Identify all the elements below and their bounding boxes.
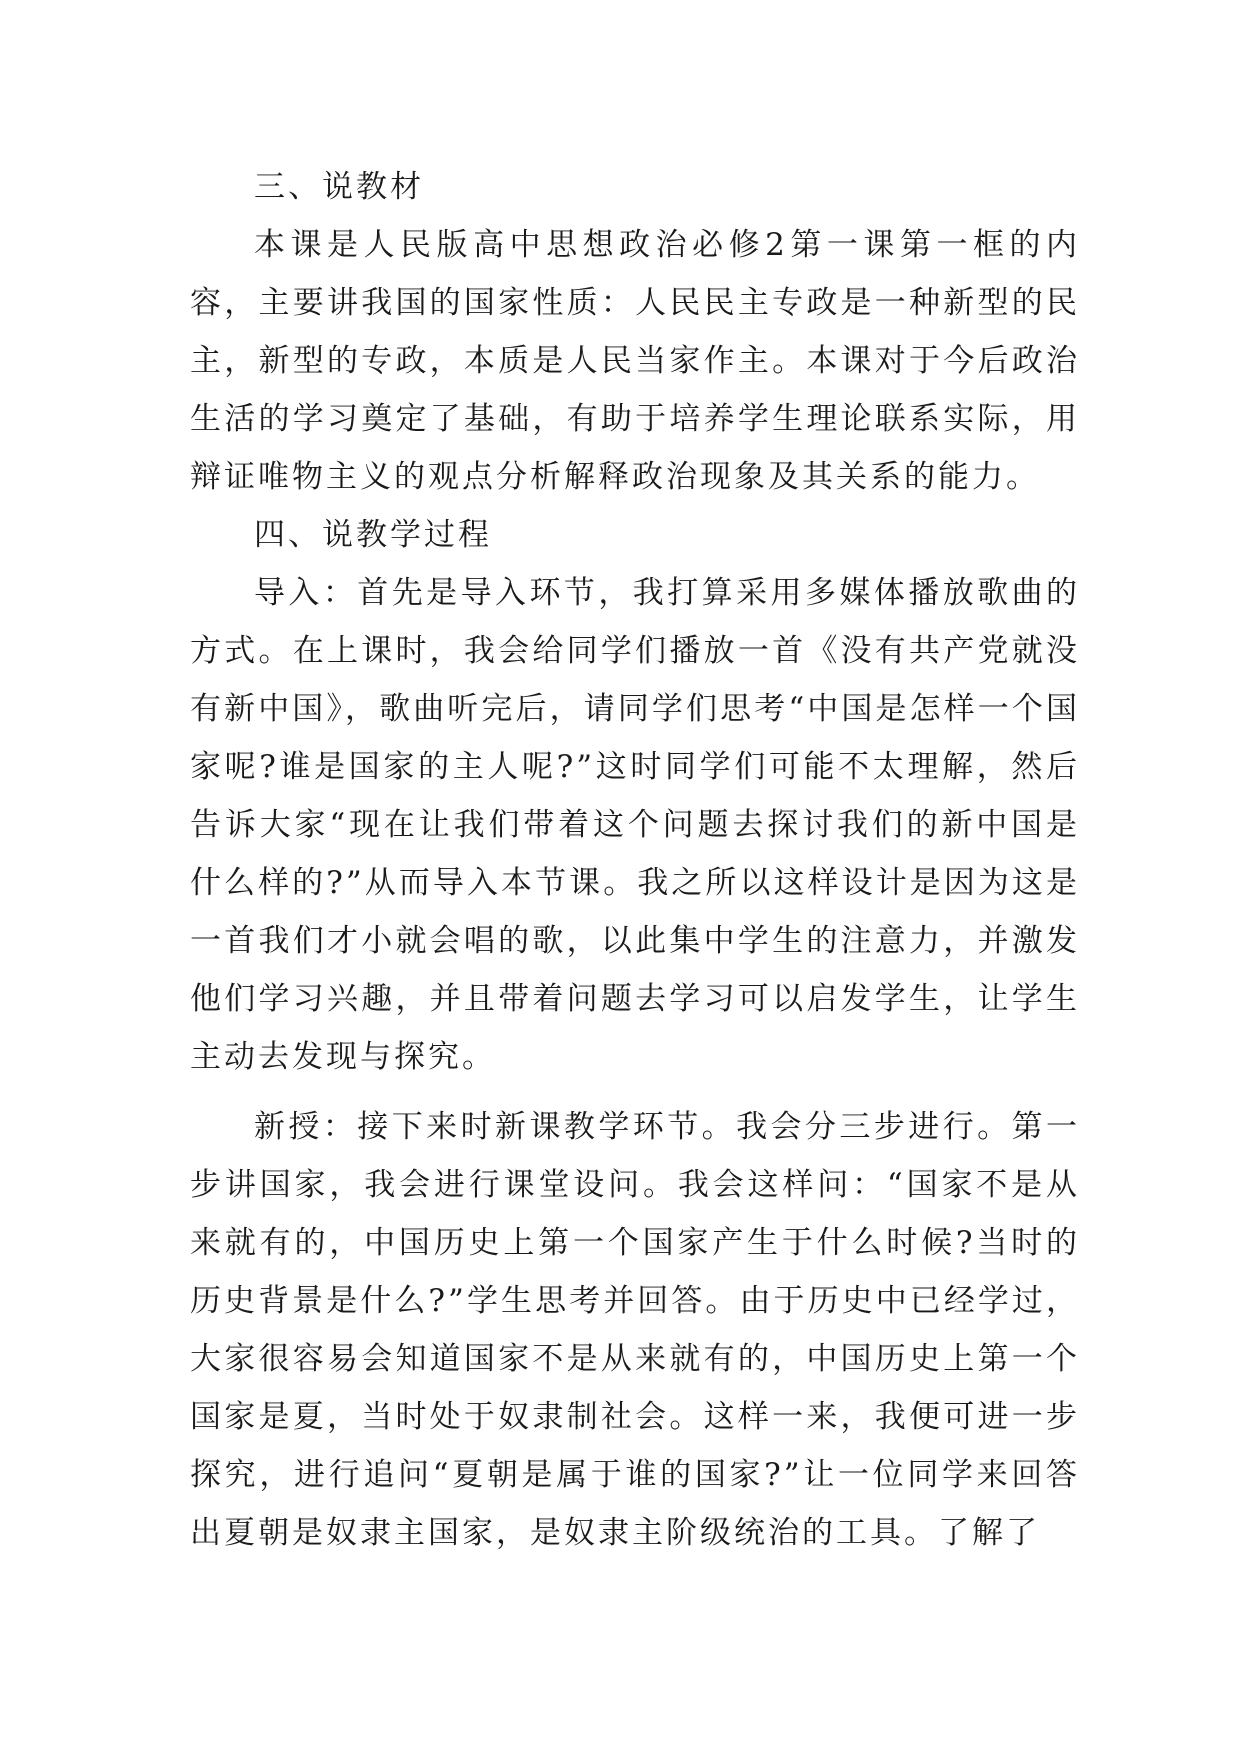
document-body [190, 158, 1080, 1562]
paragraph-textbook-description: 本课是人民版高中思想政治必修2第一课第一框的内容，主要讲我国的国家性质：人民民主专政是一种新型的民主，新型的专政，本质是人民当家作主。本课对于今后政治生活的学习奠定了基础，有助于培养学生理论联系实际，用辩证唯物主义的观点分析解释政治现象及其关系的能力。 [190, 227, 1080, 495]
paragraph-introduction: 导入：首先是导入环节，我打算采用多媒体播放歌曲的方式。在上课时，我会给同学们播放一首《没有共产党就没有新中国》，歌曲听完后，请同学们思考“中国是怎样一个国家呢?谁是国家的主人呢?”这时同学们可能不太理解，然后告诉大家“现在让我们带着这个问题去探讨我们的新中国是什么样的?”从而导入本节课。我之所以这样设计是因为这是一首我们才小就会唱的歌，以此集中学生的注意力，并激发他们学习兴趣，并且带着问题去学习可以启发学生，让学生主动去发现与探究。 [190, 575, 1080, 1075]
section-heading-teaching-process: 四、说教学过程 [254, 517, 492, 553]
section-heading-textbook: 三、说教材 [254, 169, 424, 205]
paragraph-new-lesson: 新授：接下来时新课教学环节。我会分三步进行。第一步讲国家，我会进行课堂设问。我会这样问：“国家不是从来就有的，中国历史上第一个国家产生于什么时候?当时的历史背景是什么?”学生思考并回答。由于历史中已经学过，大家很容易会知道国家不是从来就有的，中国历史上第一个国家是夏，当时处于奴隶制社会。这样一来，我便可进一步探究，进行追问“夏朝是属于谁的国家?”让一位同学来回答出夏朝是奴隶主国家，是奴隶主阶级统治的工具。了解了 [190, 1109, 1080, 1551]
